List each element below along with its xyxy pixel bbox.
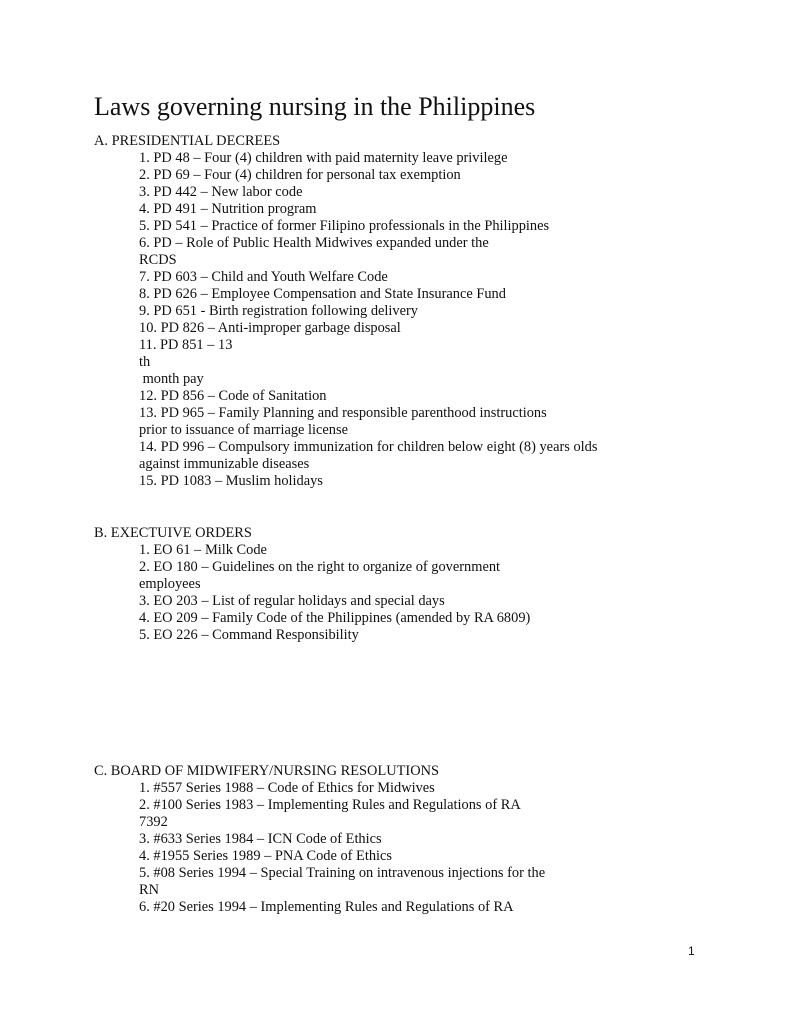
list-item-continuation: 7392 xyxy=(139,814,168,830)
list-item: 3. EO 203 – List of regular holidays and special days xyxy=(139,593,445,609)
list-item: 14. PD 996 – Compulsory immunization for children below eight (8) years olds xyxy=(139,439,598,455)
list-item: 1. #557 Series 1988 – Code of Ethics for Midwives xyxy=(139,780,435,796)
page-number: 1 xyxy=(688,944,695,958)
section-heading-board-resolutions: C. BOARD OF MIDWIFERY/NURSING RESOLUTIONS xyxy=(94,763,440,779)
list-item-continuation: th xyxy=(139,354,151,370)
list-item: 2. EO 180 – Guidelines on the right to organize of government xyxy=(139,559,501,575)
list-item: 12. PD 856 – Code of Sanitation xyxy=(139,388,327,404)
list-item: 2. PD 69 – Four (4) children for personal tax exemption xyxy=(139,167,461,183)
list-item: 8. PD 626 – Employee Compensation and State Insurance Fund xyxy=(139,286,506,302)
list-item-continuation: against immunizable diseases xyxy=(139,456,310,472)
list-item: 10. PD 826 – Anti-improper garbage disposal xyxy=(139,320,401,336)
list-item: 2. #100 Series 1983 – Implementing Rules and Regulations of RA xyxy=(139,797,521,813)
section-heading-presidential-decrees: A. PRESIDENTIAL DECREES xyxy=(94,133,281,149)
list-item-continuation: month pay xyxy=(139,371,204,387)
list-item-continuation: RN xyxy=(139,882,159,898)
list-item: 3. #633 Series 1984 – ICN Code of Ethics xyxy=(139,831,382,847)
list-item: 13. PD 965 – Family Planning and responsible parenthood instructions xyxy=(139,405,547,421)
list-item-continuation: RCDS xyxy=(139,252,177,268)
list-item: 5. #08 Series 1994 – Special Training on intravenous injections for the xyxy=(139,865,546,881)
list-item-continuation: employees xyxy=(139,576,201,592)
list-item: 6. PD – Role of Public Health Midwives expanded under the xyxy=(139,235,489,251)
list-item: 9. PD 651 - Birth registration following delivery xyxy=(139,303,418,319)
list-item: 6. #20 Series 1994 – Implementing Rules and Regulations of RA xyxy=(139,899,514,915)
list-item: 7. PD 603 – Child and Youth Welfare Code xyxy=(139,269,388,285)
list-item-continuation: prior to issuance of marriage license xyxy=(139,422,348,438)
list-item: 4. PD 491 – Nutrition program xyxy=(139,201,317,217)
page-title: Laws governing nursing in the Philippines xyxy=(94,92,536,121)
list-item: 15. PD 1083 – Muslim holidays xyxy=(139,473,323,489)
list-item: 5. EO 226 – Command Responsibility xyxy=(139,627,359,643)
list-item: 4. EO 209 – Family Code of the Philippines (amended by RA 6809) xyxy=(139,610,531,626)
list-item: 1. EO 61 – Milk Code xyxy=(139,542,267,558)
list-item: 5. PD 541 – Practice of former Filipino professionals in the Philippines xyxy=(139,218,550,234)
list-item: 11. PD 851 – 13 xyxy=(139,337,233,353)
list-item: 3. PD 442 – New labor code xyxy=(139,184,303,200)
section-heading-executive-orders: B. EXECTUIVE ORDERS xyxy=(94,525,252,541)
list-item: 1. PD 48 – Four (4) children with paid maternity leave privilege xyxy=(139,150,508,166)
list-item: 4. #1955 Series 1989 – PNA Code of Ethics xyxy=(139,848,393,864)
